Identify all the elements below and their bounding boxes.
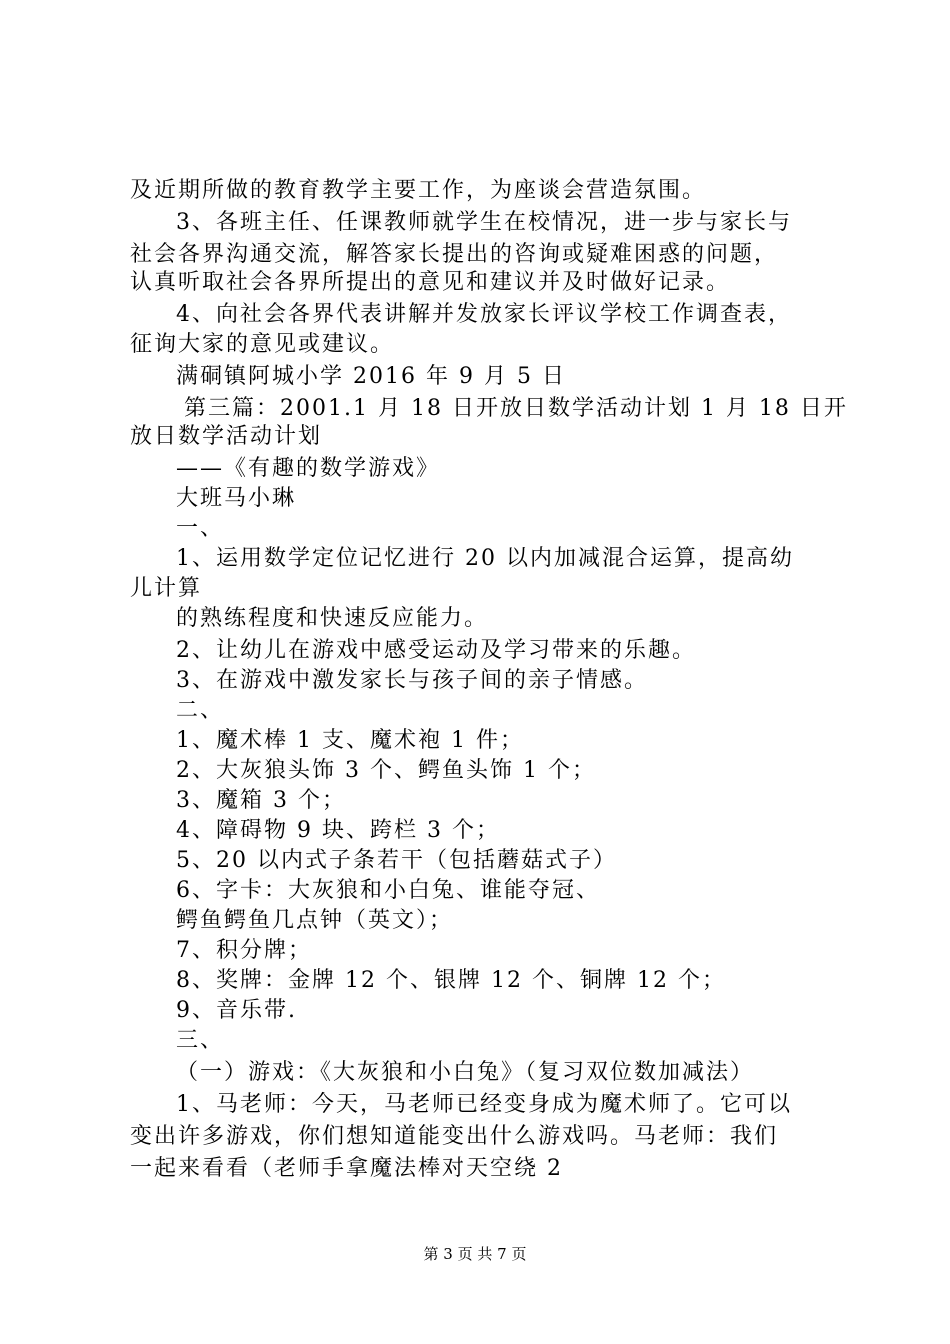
text-line: 3、各班主任、任课教师就学生在校情况，进一步与家长与 [176, 210, 792, 235]
text-line: 3、在游戏中激发家长与孩子间的亲子情感。 [176, 668, 648, 693]
list-item: 5、20 以内式子条若干（包括蘑菇式子） [176, 848, 617, 873]
text-line: 4、向社会各界代表讲解并发放家长评议学校工作调查表， [176, 302, 792, 327]
list-item: 8、奖牌：金牌 12 个、银牌 12 个、铜牌 12 个； [176, 968, 726, 993]
text-line: 1、马老师：今天，马老师已经变身成为魔术师了。它可以 [176, 1092, 792, 1117]
section-heading: 放日数学活动计划 [130, 424, 323, 449]
list-item: 4、障碍物 9 块、跨栏 3 个； [176, 818, 500, 843]
list-item: 鳄鱼鳄鱼几点钟（英文）； [176, 908, 454, 933]
text-line: 社会各界沟通交流，解答家长提出的咨询或疑难困惑的问题， [130, 242, 779, 267]
list-item: 1、魔术棒 1 支、魔术袍 1 件； [176, 728, 524, 753]
subtitle: ——《有趣的数学游戏》 [176, 456, 441, 481]
text-line: 变出许多游戏，你们想知道能变出什么游戏吗。马老师：我们 [130, 1124, 779, 1149]
text-line: 的熟练程度和快速反应能力。 [176, 606, 489, 631]
subsection-heading: （一）游戏：《大灰狼和小白兔》（复习双位数加减法） [176, 1060, 755, 1085]
text-line: 2、让幼儿在游戏中感受运动及学习带来的乐趣。 [176, 638, 696, 663]
text-line: 一起来看看（老师手拿魔法棒对天空绕 2 [130, 1156, 563, 1181]
text-line: 及近期所做的教育教学主要工作，为座谈会营造氛围。 [130, 178, 707, 203]
text-line: 征询大家的意见或建议。 [130, 332, 395, 357]
text-line: 儿计算 [130, 576, 203, 601]
list-item: 3、魔箱 3 个； [176, 788, 346, 813]
section-number: 一、 [176, 516, 225, 541]
list-item: 6、字卡：大灰狼和小白兔、谁能夺冠、 [176, 878, 600, 903]
page-footer: 第 3 页 共 7 页 [423, 1245, 527, 1263]
section-number: 二、 [176, 698, 225, 723]
text-line: 认真听取社会各界所提出的意见和建议并及时做好记录。 [130, 270, 731, 295]
author-line: 大班马小琳 [176, 486, 297, 511]
text-line: 满硐镇阿城小学 2016 年 9 月 5 日 [176, 364, 566, 389]
text-line: 1、运用数学定位记忆进行 20 以内加减混合运算，提高幼 [176, 546, 794, 571]
list-item: 2、大灰狼头饰 3 个、鳄鱼头饰 1 个； [176, 758, 596, 783]
list-item: 9、音乐带. [176, 998, 297, 1023]
section-heading: 第三篇：2001.1 月 18 日开放日数学活动计划 1 月 18 日开 [184, 396, 848, 421]
section-number: 三、 [176, 1028, 225, 1053]
list-item: 7、积分牌； [176, 938, 312, 963]
